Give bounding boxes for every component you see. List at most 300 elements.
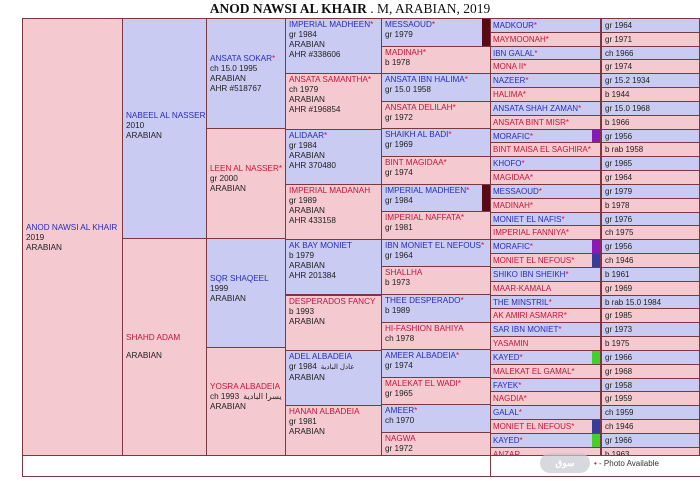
pedigree-gen4-cell xyxy=(381,46,491,75)
gen3-name-text: ADEL ALBADEIA xyxy=(289,351,352,361)
gen3-name-text: HANAN ALBADEIA xyxy=(289,407,360,417)
gen5-name xyxy=(493,311,567,320)
star-marker: * xyxy=(529,200,534,210)
star-marker: * xyxy=(457,378,461,388)
pedigree-gen5-info: gr 15.2 1934 xyxy=(601,73,700,88)
pedigree-sire xyxy=(122,18,207,239)
gen2-name-text: YOSRA ALBADEIA xyxy=(210,382,281,391)
gen5-name xyxy=(493,21,537,30)
gen4-name xyxy=(385,379,487,389)
pedigree-gen5-cell xyxy=(490,267,601,282)
gen4-year: gr 1972 xyxy=(385,444,413,453)
pedigree-gen5-cell xyxy=(490,308,601,323)
gen5-name xyxy=(493,381,521,390)
pedigree-gen5-cell xyxy=(490,156,601,171)
gen3-name xyxy=(289,186,378,196)
photo-available-watermark xyxy=(538,451,696,479)
gen5-name xyxy=(493,132,533,141)
pedigree-gen4-cell xyxy=(381,184,491,213)
pedigree-gen3-cell xyxy=(285,405,382,461)
star-marker: * xyxy=(460,296,464,305)
gen5-name-text: SHIKO IBN SHEIKH xyxy=(493,269,566,279)
gen2-year: 1999 xyxy=(210,284,229,293)
color-marker xyxy=(592,130,600,143)
gen5-name xyxy=(493,118,569,127)
star-marker: * xyxy=(518,380,522,390)
gen5-name-text: THE MINSTRIL xyxy=(493,297,549,307)
gen5-name-text: KAYED xyxy=(493,352,520,362)
subject-year: 2019 xyxy=(26,233,45,242)
gen4-name xyxy=(385,434,487,444)
gen4-name-text: IMPERIAL NAFFATA xyxy=(385,213,461,223)
gen4-name xyxy=(385,351,487,361)
gen4-year: b 1978 xyxy=(385,57,411,67)
star-marker: * xyxy=(324,130,328,140)
pedigree-gen5-cell xyxy=(490,281,601,296)
gen3-registration: AHR #338606 xyxy=(289,50,341,59)
pedigree-gen5-info: b 1978 xyxy=(601,198,700,213)
pedigree-gen4-cell xyxy=(381,294,491,323)
gen3-breed: ARABIAN xyxy=(289,40,325,49)
gen5-name-text: AK AMIRI ASMARR xyxy=(493,311,564,321)
gen5-name xyxy=(493,145,591,154)
gen3-registration: AHR 370480 xyxy=(289,160,336,170)
gen4-name xyxy=(385,241,487,251)
gen2-breed: ARABIAN xyxy=(210,74,246,83)
pedigree-gen5-info: ch 1946 xyxy=(601,253,700,268)
star-marker: * xyxy=(525,76,529,86)
gen4-name-text: IBN MONIET EL NEFOUS xyxy=(385,240,481,250)
gen5-name-text: MORAFIC xyxy=(493,131,530,141)
gen3-name-text: DESPERADOS FANCY xyxy=(289,296,376,306)
gen2-name-text: ANSATA SOKAR xyxy=(210,54,273,63)
star-marker: * xyxy=(529,242,534,252)
star-marker: * xyxy=(529,173,534,183)
gen4-name xyxy=(385,75,487,85)
gen3-year: gr 1981 xyxy=(289,417,317,427)
footer-blank-left xyxy=(22,455,491,477)
gen5-name xyxy=(493,215,565,224)
star-marker: * xyxy=(571,366,575,376)
star-marker: * xyxy=(367,75,372,85)
gen4-name xyxy=(385,324,487,334)
gen5-name-text: MAAR-KAMALA xyxy=(493,283,552,293)
pedigree-gen5-cell xyxy=(490,87,601,102)
pedigree-gen5-info: ch 1966 xyxy=(601,46,700,61)
pedigree-gen3-cell xyxy=(285,73,382,129)
pedigree-gen2-cell xyxy=(206,18,286,129)
pedigree-gen5-info: ch 1959 xyxy=(601,405,700,420)
gen5-name xyxy=(493,422,574,431)
pedigree-gen3-cell xyxy=(285,295,382,351)
pedigree-gen5-cell xyxy=(490,433,601,448)
star-marker: * xyxy=(571,256,575,266)
pedigree-gen5-cell xyxy=(490,73,601,88)
pedigree-gen4-cell xyxy=(381,73,491,102)
gen3-year: gr 1984 xyxy=(289,361,317,371)
gen5-name xyxy=(493,187,542,196)
gen3-breed: ARABIAN xyxy=(289,427,325,437)
star-marker: * xyxy=(452,102,456,112)
gen5-name-text: MORAFIC xyxy=(493,242,530,252)
pedigree-gen5-info: gr 1973 xyxy=(601,322,700,337)
star-marker: * xyxy=(422,47,426,57)
gen2-breed: ARABIAN xyxy=(210,402,246,411)
pedigree-gen4-cell xyxy=(381,377,491,406)
gen3-breed: ARABIAN xyxy=(289,205,325,215)
gen2-year: ch 15.0 1995 xyxy=(210,64,258,73)
gen3-breed: ARABIAN xyxy=(289,95,325,105)
gen5-name-text: IMPERIAL FANNIYA xyxy=(493,228,566,238)
gen4-name xyxy=(385,406,487,416)
pedigree-gen5-cell xyxy=(490,115,601,130)
gen5-name-text: MAYMOONAH xyxy=(493,34,546,44)
pedigree-gen4-cell xyxy=(381,322,491,351)
gen3-breed: ARABIAN xyxy=(289,316,325,326)
color-marker xyxy=(592,420,600,433)
pedigree-gen5-cell xyxy=(490,225,601,240)
pedigree-gen5-cell xyxy=(490,142,601,157)
gen5-name xyxy=(493,104,581,113)
pedigree-gen5-cell xyxy=(490,184,601,199)
pedigree-gen5-cell xyxy=(490,59,601,74)
gen5-name-text: MALEKAT EL GAMAL xyxy=(493,366,572,376)
pedigree-subject xyxy=(22,18,123,456)
gen3-name xyxy=(289,352,378,362)
gen3-registration: AHR 201384 xyxy=(289,271,336,281)
gen3-breed: ARABIAN xyxy=(289,261,325,271)
gen2-arabic-name: يسرا البادية xyxy=(243,392,282,401)
dam-breed: ARABIAN xyxy=(126,351,162,360)
gen5-name-text: NAGDIA xyxy=(493,394,524,404)
gen4-name xyxy=(385,20,487,30)
gen2-name xyxy=(210,54,282,64)
pedigree-gen5-info: gr 1968 xyxy=(601,364,700,379)
sire-year: 2010 xyxy=(126,121,145,130)
gen4-name xyxy=(385,296,487,306)
pedigree-gen5-info: gr 1976 xyxy=(601,212,700,227)
gen4-name-text: BINT MAGIDAA xyxy=(385,158,444,167)
gen4-name xyxy=(385,268,487,278)
pedigree-gen5-info: gr 1966 xyxy=(601,350,700,365)
star-marker: * xyxy=(578,103,582,113)
pedigree-gen5-info: gr 1985 xyxy=(601,308,700,323)
gen3-breed: ARABIAN xyxy=(289,150,325,160)
gen4-name-text: MESSAOUD xyxy=(385,20,432,29)
gen3-name xyxy=(289,407,378,417)
color-marker xyxy=(592,434,600,447)
gen3-name xyxy=(289,297,378,307)
pedigree-gen4-cell xyxy=(381,18,491,47)
gen5-name-text: MADINAH xyxy=(493,200,530,210)
gen4-name-text: THEE DESPERADO xyxy=(385,296,461,305)
star-marker: * xyxy=(545,34,549,44)
gen3-name xyxy=(289,20,378,30)
pedigree-gen5-cell xyxy=(490,239,601,254)
subject-breed: ARABIAN xyxy=(26,243,62,252)
pedigree-gen5-cell xyxy=(490,295,601,310)
pedigree-gen4-cell xyxy=(381,349,491,378)
star-marker: * xyxy=(448,130,452,140)
star-marker: * xyxy=(558,325,562,335)
gen2-name-text: SQR SHAQEEL xyxy=(210,274,269,283)
gen3-name-text: ANSATA SAMANTHA xyxy=(289,75,368,85)
pedigree-gen5-info: gr 1956 xyxy=(601,129,700,144)
pedigree-gen5-cell xyxy=(490,101,601,116)
pedigree-gen5-info: ch 1975 xyxy=(601,225,700,240)
gen4-year: gr 1965 xyxy=(385,388,413,398)
pedigree-gen3-cell xyxy=(285,239,382,295)
gen3-registration: AHR 433158 xyxy=(289,215,336,225)
gen4-name-text: HI-FASHION BAHIYA xyxy=(385,323,464,333)
star-marker: * xyxy=(548,297,552,307)
gen5-name-text: HALIMA xyxy=(493,90,523,100)
pedigree-gen5-cell xyxy=(490,364,601,379)
watermark-logo: سوق xyxy=(540,453,590,473)
gen4-name-text: ANSATA DELILAH xyxy=(385,102,453,112)
star-marker: * xyxy=(464,75,468,85)
pedigree-gen5-info: b rab 1958 xyxy=(601,142,700,157)
gen3-year: b 1993 xyxy=(289,306,315,316)
gen4-name-text: MADINAH xyxy=(385,47,423,57)
pedigree-gen5-cell xyxy=(490,32,601,47)
gen5-name xyxy=(493,159,525,168)
star-marker: * xyxy=(370,20,374,29)
star-marker: * xyxy=(563,311,567,321)
star-marker: * xyxy=(460,213,465,223)
gen5-name xyxy=(493,35,549,44)
pedigree-gen4-cell xyxy=(381,211,491,240)
gen4-year: gr 1969 xyxy=(385,140,413,150)
gen5-name-text: NAZEER xyxy=(493,76,526,86)
gen4-name-text: ANSATA IBN HALIMA xyxy=(385,75,465,85)
pedigree-gen5-info: gr 15.0 1968 xyxy=(601,101,700,116)
gen5-name xyxy=(493,242,533,251)
gen4-year: ch 1978 xyxy=(385,333,415,343)
pedigree-gen5-cell xyxy=(490,391,601,406)
gen3-name xyxy=(289,131,378,141)
pedigree-gen5-info: b 1961 xyxy=(601,267,700,282)
gen5-name-text: MONIET EL NAFIS xyxy=(493,214,562,224)
gen5-name-text: KAYED xyxy=(493,435,520,445)
gen5-name-text: KHOFO xyxy=(493,159,522,169)
pedigree-gen5-cell xyxy=(490,336,601,351)
gen4-name-text: IMPERIAL MADHEEN xyxy=(385,185,467,195)
gen3-name-text: AK BAY MONIET xyxy=(289,241,352,251)
gen5-name xyxy=(493,298,552,307)
title-details: . M, ARABIAN, 2019 xyxy=(370,1,491,16)
gen5-name xyxy=(493,408,522,417)
pedigree-gen5-cell xyxy=(490,18,601,33)
gen2-name-text: LEEN AL NASSER xyxy=(210,164,279,173)
gen3-name-text: IMPERIAL MADHEEN xyxy=(289,20,371,29)
gen2-breed: ARABIAN xyxy=(210,184,246,193)
gen4-year: b 1973 xyxy=(385,278,411,288)
gen5-name xyxy=(493,394,527,403)
pedigree-gen5-info: gr 1959 xyxy=(601,391,700,406)
pedigree-gen5-info: gr 1958 xyxy=(601,378,700,393)
watermark-text: • - Photo Available xyxy=(594,459,659,468)
star-marker: * xyxy=(561,214,565,224)
pedigree-gen5-info: gr 1979 xyxy=(601,184,700,199)
star-marker: * xyxy=(443,158,447,167)
pedigree-gen5-info: gr 1964 xyxy=(601,170,700,185)
gen2-breed: ARABIAN xyxy=(210,294,246,303)
star-marker: * xyxy=(518,408,522,418)
gen4-name xyxy=(385,158,487,168)
color-marker xyxy=(592,240,600,253)
title-horse-name: ANOD NAWSI AL KHAIR xyxy=(209,1,367,16)
gen3-year-line xyxy=(289,362,378,373)
star-marker: * xyxy=(519,352,523,362)
star-marker: * xyxy=(565,117,570,127)
star-marker: * xyxy=(455,351,460,361)
gen3-name xyxy=(289,75,378,85)
gen4-name-text: SHALLHA xyxy=(385,268,423,278)
gen5-name xyxy=(493,90,526,99)
gen5-name-text: MONA II xyxy=(493,62,524,72)
gen4-year: gr 1974 xyxy=(385,168,413,177)
star-marker: * xyxy=(571,422,575,432)
pedigree-gen5-cell xyxy=(490,170,601,185)
color-marker xyxy=(592,254,600,267)
pedigree-gen3-cell xyxy=(285,350,382,406)
pedigree-gen5-info: gr 1966 xyxy=(601,433,700,448)
pedigree-gen3-cell xyxy=(285,129,382,185)
pedigree-gen5-info: gr 1971 xyxy=(601,32,700,47)
pedigree-gen5-cell xyxy=(490,419,601,434)
star-marker: * xyxy=(565,269,569,279)
star-marker: * xyxy=(272,54,276,63)
gen2-year: gr 2000 xyxy=(210,174,238,183)
pedigree-gen5-info: b 1944 xyxy=(601,87,700,102)
gen4-name-text: NAGWA xyxy=(385,434,416,443)
star-marker: * xyxy=(414,406,418,416)
gen2-registration: AHR #518767 xyxy=(210,84,262,93)
gen5-name xyxy=(493,62,526,71)
pedigree-gen5-info: b rab 15.0 1984 xyxy=(601,295,700,310)
pedigree-gen5-info: b 1975 xyxy=(601,336,700,351)
pedigree-gen5-cell xyxy=(490,212,601,227)
star-marker: * xyxy=(533,21,538,30)
dam-name: SHAHD ADAM xyxy=(126,333,181,342)
subject-name: ANOD NAWSI AL KHAIR xyxy=(26,223,118,232)
star-marker: * xyxy=(431,20,436,29)
gen5-name xyxy=(493,436,523,445)
pedigree-gen5-cell xyxy=(490,322,601,337)
gen5-name xyxy=(493,325,561,334)
pedigree-gen5-cell xyxy=(490,129,601,144)
pedigree-gen2-cell xyxy=(206,238,286,348)
gen5-name-text: MADKOUR xyxy=(493,21,534,30)
gen4-year: gr 1981 xyxy=(385,223,413,233)
color-marker xyxy=(482,19,490,46)
star-marker: * xyxy=(523,62,527,72)
star-marker: * xyxy=(565,228,570,238)
gen3-year: ch 1979 xyxy=(289,85,319,95)
pedigree-gen5-cell xyxy=(490,378,601,393)
pedigree-gen5-cell xyxy=(490,198,601,213)
gen2-name xyxy=(210,382,282,392)
gen4-name xyxy=(385,103,487,113)
star-marker: * xyxy=(481,240,485,250)
gen5-name-text: MAGIDAA xyxy=(493,173,530,183)
gen5-name-text: MESSAOUD xyxy=(493,186,539,196)
sire-breed: ARABIAN xyxy=(126,131,162,140)
sire-name: NABEEL AL NASSER xyxy=(126,111,206,120)
gen3-name-text: ALIDAAR xyxy=(289,130,325,140)
pedigree-gen3-cell xyxy=(285,184,382,240)
gen2-name xyxy=(210,274,282,284)
gen5-name xyxy=(493,284,551,293)
gen3-year: b 1979 xyxy=(289,251,315,261)
gen5-name-text: YASAMIN xyxy=(493,339,529,349)
gen3-breed: ARABIAN xyxy=(289,372,325,382)
pedigree-gen5-cell xyxy=(490,405,601,420)
pedigree-gen5-info: gr 1965 xyxy=(601,156,700,171)
gen3-name-text: IMPERIAL MADANAH xyxy=(289,185,371,195)
gen4-name xyxy=(385,213,487,223)
gen5-name-text: IBN GALAL xyxy=(493,48,535,58)
gen2-year: ch 1993 xyxy=(210,392,240,401)
pedigree-gen5-info: ch 1946 xyxy=(601,419,700,434)
gen4-name-text: SHAIKH AL BADI xyxy=(385,130,449,140)
gen3-arabic-name: عادل البادية xyxy=(320,363,355,371)
pedigree-gen4-cell xyxy=(381,266,491,295)
pedigree-dam xyxy=(122,238,207,456)
star-marker: * xyxy=(522,90,526,100)
pedigree-gen2-cell xyxy=(206,128,286,239)
pedigree-gen2-cell xyxy=(206,347,286,456)
star-marker: * xyxy=(278,164,283,173)
gen4-year: gr 1979 xyxy=(385,30,413,39)
gen4-name xyxy=(385,186,487,196)
star-marker: * xyxy=(523,394,527,404)
gen5-name-text: BINT MAISA EL SAGHIRA xyxy=(493,145,588,155)
gen3-year: gr 1984 xyxy=(289,30,317,39)
gen5-name-text: SAR IBN MONIET xyxy=(493,325,559,335)
gen5-name xyxy=(493,270,569,279)
pedigree-gen4-cell xyxy=(381,128,491,157)
gen5-name-text: ANSATA BINT MISR xyxy=(493,117,566,127)
gen5-name xyxy=(493,339,528,348)
gen5-name-text: MONIET EL NEFOUS xyxy=(493,256,572,266)
pedigree-gen3-cell xyxy=(285,18,382,74)
pedigree-gen5-cell xyxy=(490,350,601,365)
pedigree-gen5-info: gr 1964 xyxy=(601,18,700,33)
pedigree-gen4-cell xyxy=(381,404,491,433)
pedigree-gen5-info: gr 1956 xyxy=(601,239,700,254)
gen3-year: gr 1989 xyxy=(289,195,317,205)
gen5-name xyxy=(493,201,533,210)
gen4-name xyxy=(385,130,487,140)
gen5-name-text: MONIET EL NEFOUS xyxy=(493,422,572,432)
gen5-name xyxy=(493,76,529,85)
gen4-year: ch 1970 xyxy=(385,416,415,426)
gen4-year: b 1989 xyxy=(385,306,411,315)
star-marker: * xyxy=(529,131,534,141)
pedigree-gen5-info: b 1966 xyxy=(601,115,700,130)
gen4-name xyxy=(385,48,487,58)
gen4-year: gr 1974 xyxy=(385,361,413,371)
gen4-name-text: MALEKAT EL WADI xyxy=(385,378,458,388)
gen4-year: gr 15.0 1958 xyxy=(385,85,431,95)
star-marker: * xyxy=(519,435,523,445)
gen4-name-text: AMEER xyxy=(385,406,415,416)
gen5-name xyxy=(493,173,533,182)
pedigree-gen5-cell xyxy=(490,253,601,268)
gen5-name-text: GALAL xyxy=(493,408,519,418)
